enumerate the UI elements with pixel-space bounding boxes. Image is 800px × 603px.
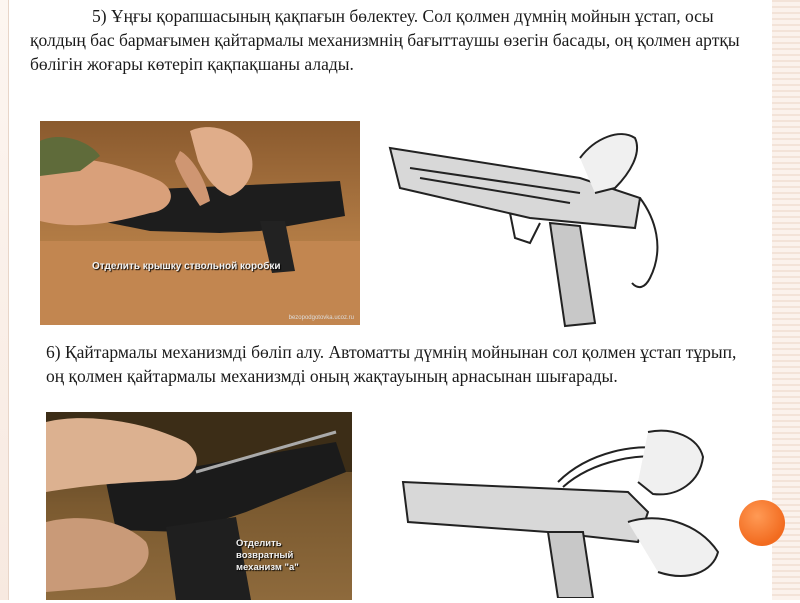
step5-photo <box>40 121 360 325</box>
step6-sketch <box>398 412 734 598</box>
step6-photo <box>46 412 352 600</box>
step5-photo-illustration <box>40 121 360 325</box>
step5-sketch <box>380 118 680 332</box>
step6-paragraph: 6) Қайтармалы механизмді бөліп алу. Автоматты дүмнің мойнынан сол қолмен ұстап тұрып, оң қолмен қайтармалы механизмді оның жақтауының арнасынан шығарады. <box>46 342 737 386</box>
step6-photo-caption: Отделить возвратный механизм "а" <box>236 538 299 573</box>
photo-watermark: bezopodgotovka.ucoz.ru <box>288 315 354 321</box>
step5-sketch-drawing <box>380 118 680 332</box>
step5-photo-caption: Отделить крышку ствольной коробки <box>92 261 281 272</box>
step5-paragraph: 5) Ұңғы қорапшасының қақпағын бөлектеу. Сол қолмен дүмнің мойнын ұстап, осы қолдың бас бармағымен қайтармалы механизмнің бағыттаушы өзегін басады, оң қолмен артқы бөлігін жоғары көтеріп қақпақшаны алады. <box>30 6 740 74</box>
step6-sketch-drawing <box>398 412 734 598</box>
decorative-orange-circle <box>739 500 785 546</box>
